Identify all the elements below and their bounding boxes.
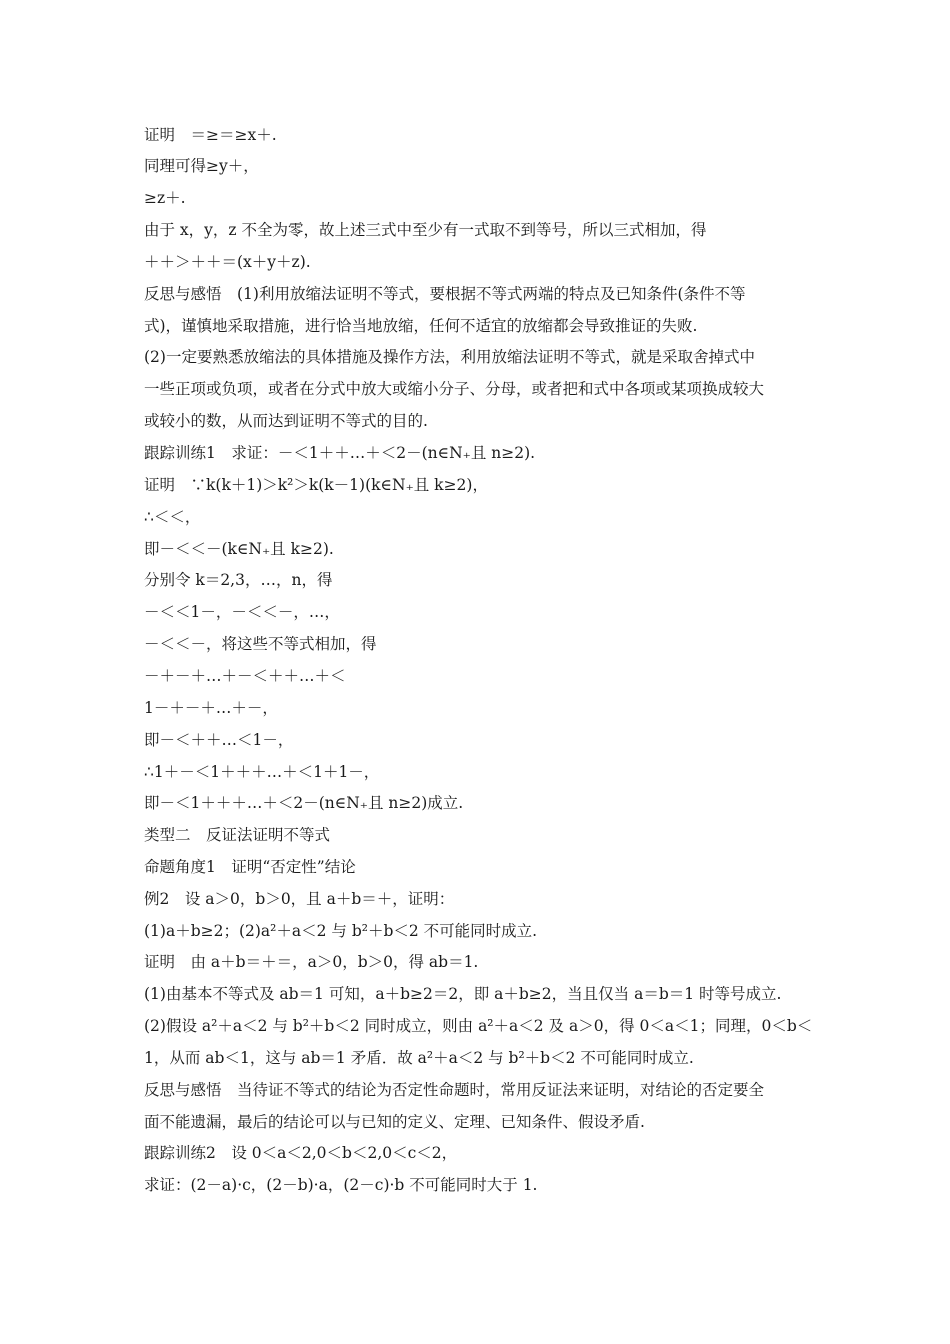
section-heading: 类型二 反证法证明不等式: [144, 826, 331, 844]
text-line: 分别令 k＝2,3，…，n，得: [144, 571, 333, 589]
text-line: 式)，谨慎地采取措施，进行恰当地放缩，任何不适宜的放缩都会导致推证的失败.: [144, 317, 698, 335]
text-line: －＋－＋…＋－＜＋＋…＋＜: [144, 667, 346, 685]
text-line: 由于 x，y，z 不全为零，故上述三式中至少有一式取不到等号，所以三式相加，得: [144, 221, 707, 239]
text-line: 跟踪训练1 求证：－＜1＋＋…＋＜2－(n∈N₊且 n≥2).: [144, 444, 536, 462]
text-line: 求证：(2－a)·c，(2－b)·a，(2－c)·b 不可能同时大于 1.: [144, 1176, 538, 1194]
text-line: 证明 ∵k(k＋1)＞k²＞k(k－1)(k∈N₊且 k≥2)，: [144, 476, 488, 494]
text-line: ∴＜＜，: [144, 508, 201, 526]
text-line: 1－＋－＋…＋－，: [144, 699, 278, 717]
text-line: －＜＜1－，－＜＜－，…，: [144, 603, 340, 621]
text-line: 即－＜＜－(k∈N₊且 k≥2).: [144, 540, 334, 558]
text-line: 证明 ＝≥＝≥x＋.: [144, 126, 277, 144]
text-line: 同理可得≥y＋，: [144, 157, 259, 175]
text-line: (1)a＋b≥2；(2)a²＋a＜2 与 b²＋b＜2 不可能同时成立.: [144, 922, 538, 940]
text-line: 即－＜1＋＋＋…＋＜2－(n∈N₊且 n≥2)成立.: [144, 794, 464, 812]
subsection-heading: 命题角度1 证明“否定性”结论: [144, 858, 356, 876]
text-line: －＜＜－，将这些不等式相加，得: [144, 635, 377, 653]
text-line: ≥z＋.: [144, 189, 186, 207]
text-line: 例2 设 a＞0，b＞0，且 a＋b＝＋，证明：: [144, 890, 455, 908]
text-line: ＋＋＞＋＋＝(x＋y＋z).: [144, 253, 311, 271]
text-line: (2)假设 a²＋a＜2 与 b²＋b＜2 同时成立，则由 a²＋a＜2 及 a＞0，得 0＜a＜1；同理，0＜b＜: [144, 1017, 813, 1035]
text-line: 面不能遗漏，最后的结论可以与已知的定义、定理、已知条件、假设矛盾.: [144, 1113, 645, 1131]
text-line: ∴1＋－＜1＋＋＋…＋＜1＋1－，: [144, 763, 380, 781]
text-line: 证明 由 a＋b＝＋＝，a＞0，b＞0，得 ab＝1.: [144, 953, 479, 971]
text-line: 1，从而 ab＜1，这与 ab＝1 矛盾．故 a²＋a＜2 与 b²＋b＜2 不可能同时成立.: [144, 1049, 694, 1067]
text-line: 或较小的数，从而达到证明不等式的目的.: [144, 412, 428, 430]
text-line: (2)一定要熟悉放缩法的具体措施及操作方法，利用放缩法证明不等式，就是采取舍掉式中: [144, 348, 755, 366]
text-line: 一些正项或负项，或者在分式中放大或缩小分子、分母，或者把和式中各项或某项换成较大: [144, 380, 765, 398]
text-line: 跟踪训练2 设 0＜a＜2,0＜b＜2,0＜c＜2，: [144, 1144, 458, 1162]
text-line: 反思与感悟 当待证不等式的结论为否定性命题时，常用反证法来证明，对结论的否定要全: [144, 1081, 765, 1099]
text-line: 反思与感悟 (1)利用放缩法证明不等式，要根据不等式两端的特点及已知条件(条件不等: [144, 285, 746, 303]
text-line: (1)由基本不等式及 ab＝1 可知，a＋b≥2＝2，即 a＋b≥2，当且仅当 a＝b＝1 时等号成立.: [144, 985, 782, 1003]
text-line: 即－＜＋＋…＜1－，: [144, 731, 294, 749]
